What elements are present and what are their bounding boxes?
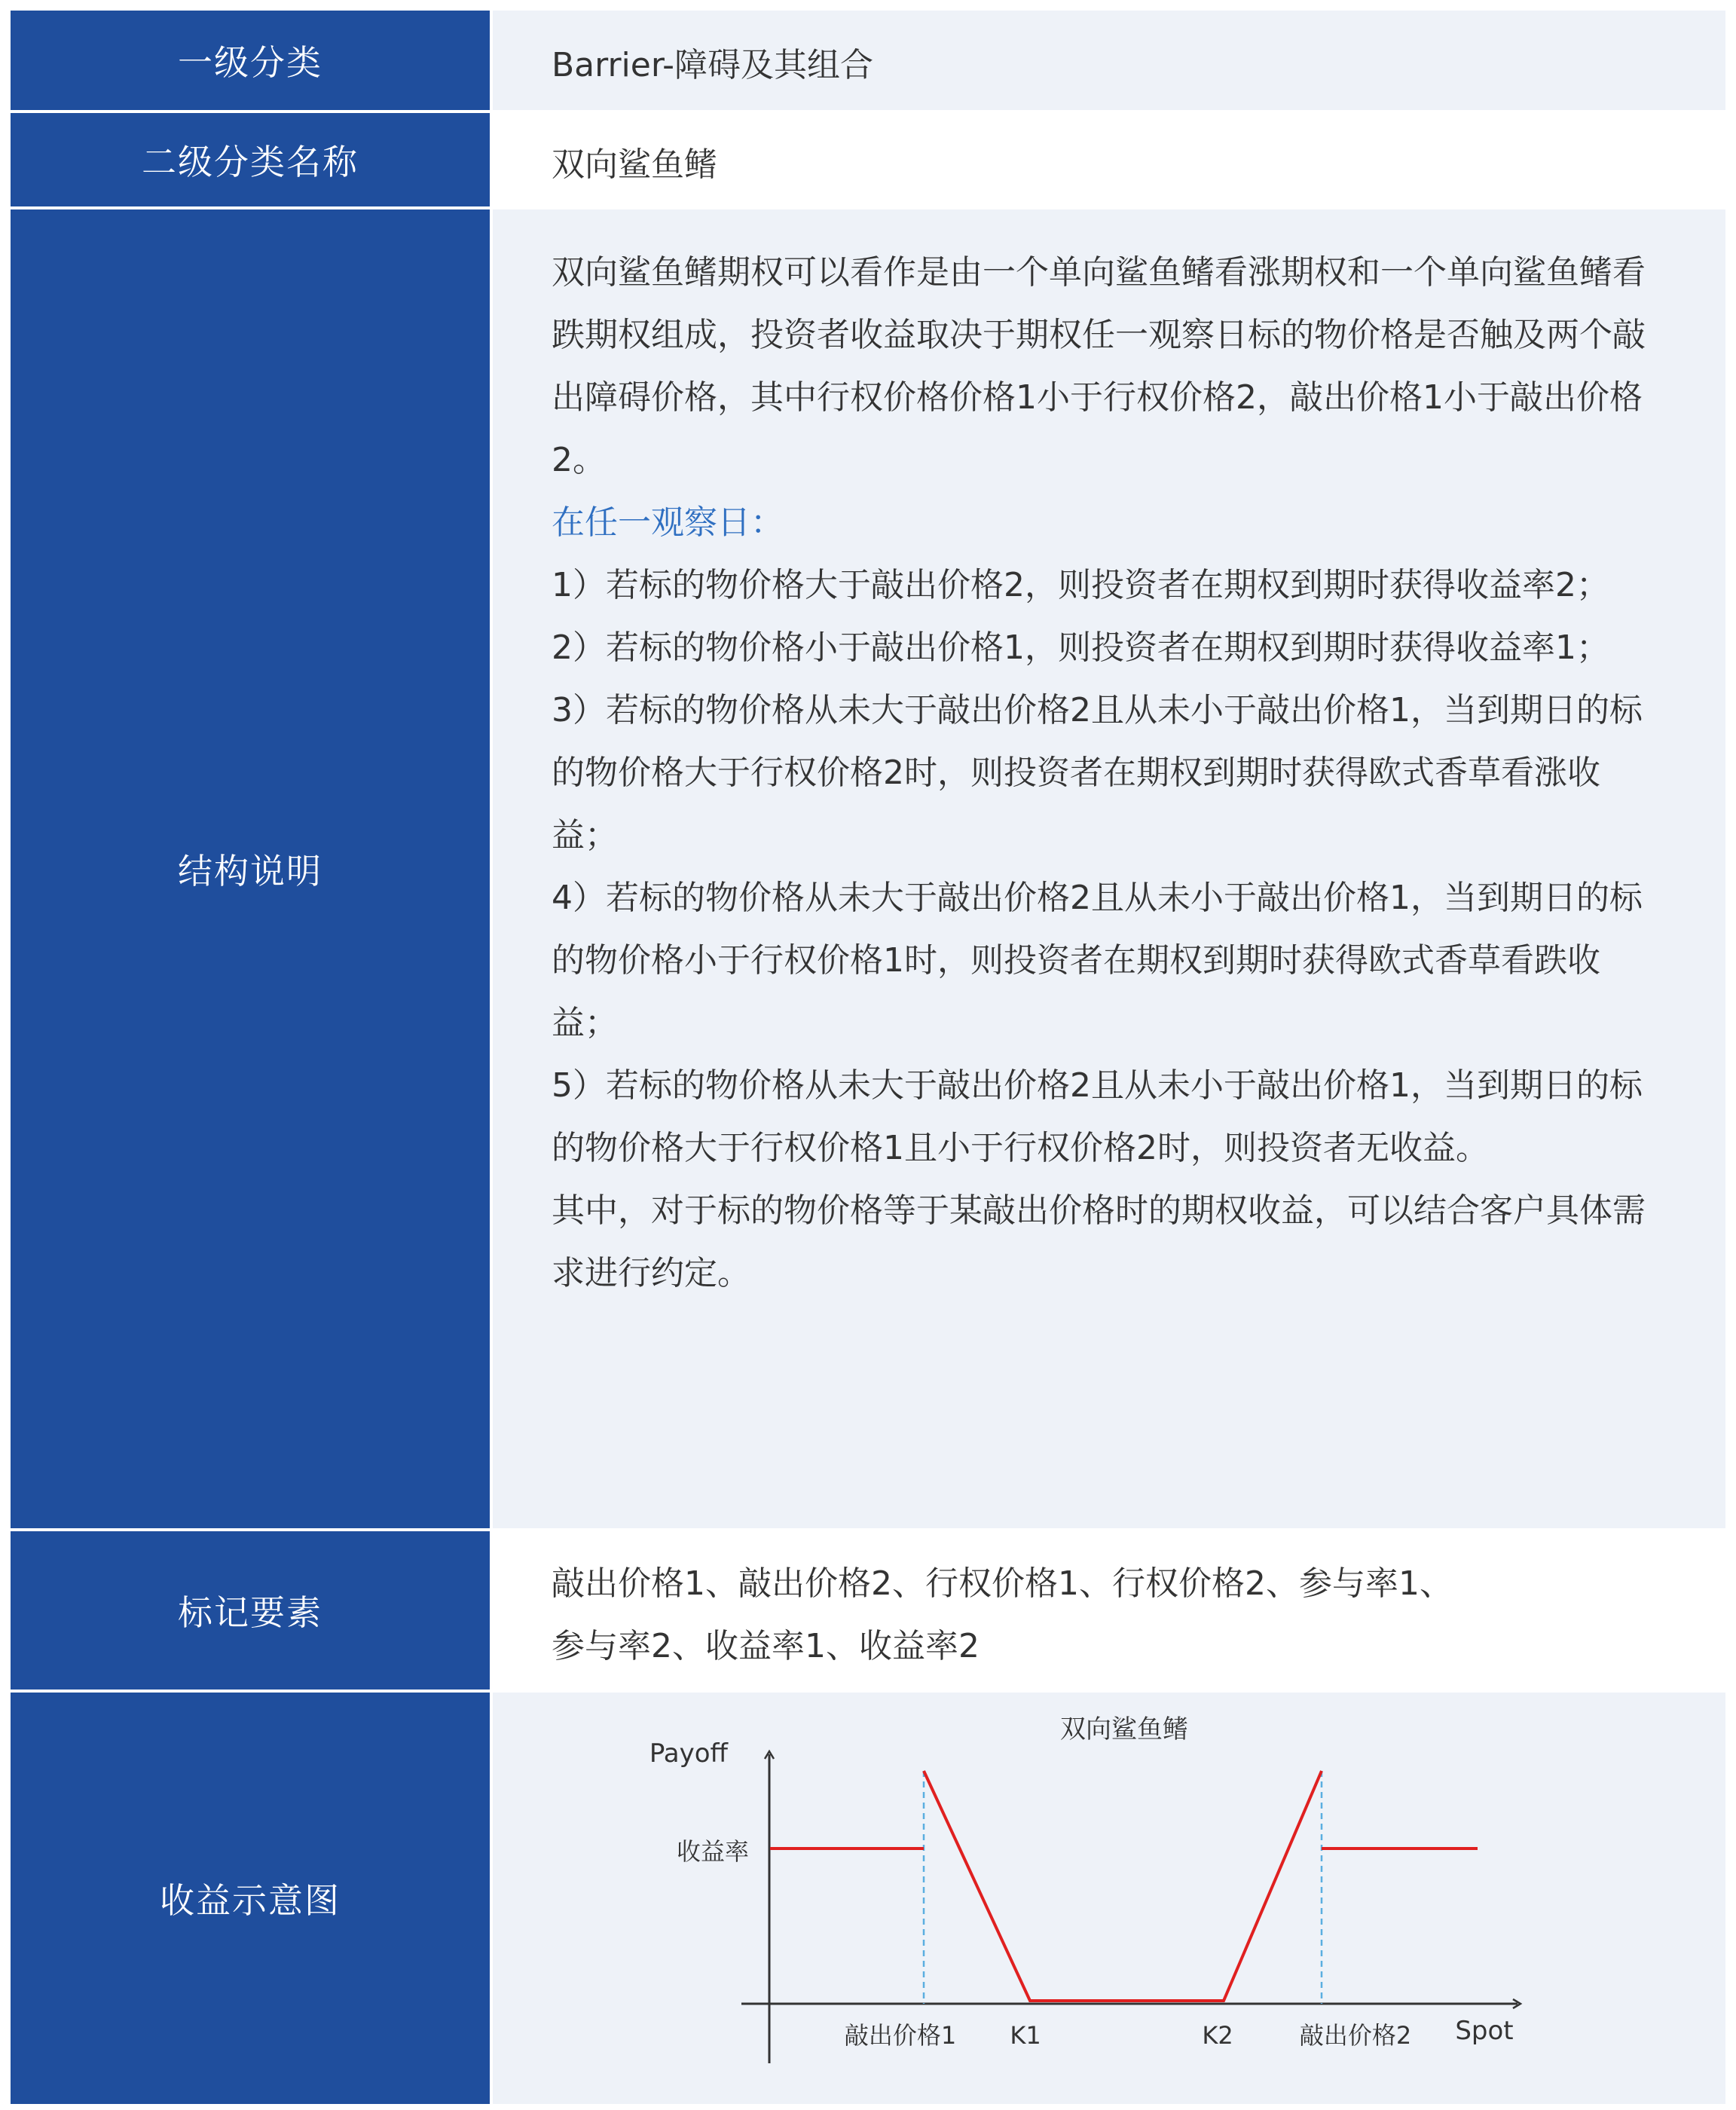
x-label-k2: K2	[1202, 2021, 1233, 2050]
row-elements	[11, 1531, 1725, 1690]
label-category-level1: 一级分类	[11, 11, 490, 110]
elements-list	[552, 1552, 1665, 1677]
y-tick-label: 收益率	[676, 1837, 749, 1866]
payoff-middle	[924, 1771, 1322, 2001]
cell-payoff	[493, 1693, 1725, 2104]
elements-line-2: 参与率2、收益率1、收益率2	[552, 1627, 980, 1665]
cell-structure	[493, 209, 1725, 1528]
cell-category-level1	[493, 11, 1725, 110]
row-structure	[11, 209, 1725, 1528]
chart-title: 双向鲨鱼鳍	[1060, 1714, 1188, 1745]
structure-heading-observation: 在任一观察日：	[552, 503, 784, 542]
value-category-level1: Barrier-障碍及其组合	[552, 46, 874, 84]
x-label-knockout-2: 敲出价格2	[1299, 2021, 1412, 2050]
elements-line-1: 敲出价格1、敲出价格2、行权价格1、行权价格2、参与率1、	[552, 1564, 1453, 1603]
row-category-level1	[11, 11, 1725, 110]
structure-rule-3: 3）若标的物价格从未大于敲出价格2且从未小于敲出价格1，当到期日的标的物价格大于行权价格2时，则投资者在期权到期时获得欧式香草看涨收益；	[552, 691, 1643, 855]
structure-rule-2: 2）若标的物价格小于敲出价格1，则投资者在期权到期时获得收益率1；	[552, 628, 1609, 667]
structure-rule-5: 5）若标的物价格从未大于敲出价格2且从未小于敲出价格1，当到期日的标的物价格大于行权价格1且小于行权价格2时，则投资者无收益。	[552, 1066, 1643, 1167]
value-category-level2: 双向鲨鱼鳍	[552, 145, 717, 184]
cell-category-level2	[493, 113, 1725, 206]
label-payoff: 收益示意图	[11, 1693, 490, 2104]
structure-description	[552, 241, 1665, 1304]
x-label-knockout-1: 敲出价格1	[844, 2021, 957, 2050]
row-payoff	[11, 1693, 1725, 2104]
y-axis-label: Payoff	[649, 1738, 728, 1769]
x-axis-label: Spot	[1455, 2016, 1514, 2046]
x-label-k1: K1	[1010, 2021, 1041, 2050]
structure-note: 其中，对于标的物价格等于某敲出价格时的期权收益，可以结合客户具体需求进行约定。	[552, 1191, 1646, 1292]
structure-paragraph-intro: 双向鲨鱼鳍期权可以看作是由一个单向鲨鱼鳍看涨期权和一个单向鲨鱼鳍看跌期权组成，投资者收益取决于期权任一观察日标的物价格是否触及两个敲出障碍价格，其中行权价格价格1小于行权价格2，敲出价格1小于敲出价格2。	[552, 253, 1646, 479]
label-elements: 标记要素	[11, 1531, 490, 1690]
structure-rule-4: 4）若标的物价格从未大于敲出价格2且从未小于敲出价格1，当到期日的标的物价格小于行权价格1时，则投资者在期权到期时获得欧式香草看跌收益；	[552, 879, 1643, 1042]
label-structure: 结构说明	[11, 209, 490, 1528]
label-category-level2: 二级分类名称	[11, 113, 490, 206]
structure-rule-1: 1）若标的物价格大于敲出价格2，则投资者在期权到期时获得收益率2；	[552, 566, 1609, 604]
row-category-level2	[11, 113, 1725, 206]
cell-elements	[493, 1531, 1725, 1690]
payoff-diagram	[493, 1693, 1725, 2104]
